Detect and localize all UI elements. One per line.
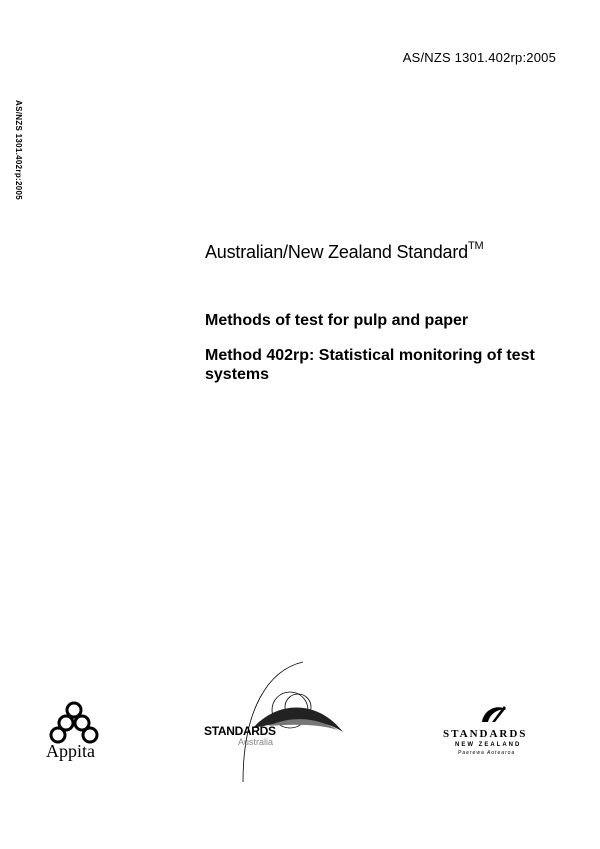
series-title: Methods of test for pulp and paper <box>205 312 469 329</box>
document-code-header: AS/NZS 1301.402rp:2005 <box>402 50 556 65</box>
standards-nz-word: STANDARDS <box>443 728 528 740</box>
appita-wordmark: Appita <box>46 741 95 761</box>
standards-australia-sub: Australia <box>238 737 274 747</box>
standard-type <box>205 242 483 263</box>
standards-australia-emblem-icon <box>198 660 348 785</box>
standards-australia-logo <box>198 660 348 785</box>
standards-australia-word: STANDARDS <box>204 724 276 738</box>
document-code-sidebar: AS/NZS 1301.402rp:2005 <box>14 100 23 200</box>
standards-nz-maori: Paerewa Aotearoa <box>458 750 516 756</box>
standards-nz-sub: NEW ZEALAND <box>455 742 522 748</box>
method-title: Method 402rp: Statistical monitoring of test systems <box>205 347 535 383</box>
trademark-symbol: TM <box>467 240 484 252</box>
standards-nz-logo <box>440 700 550 760</box>
standards-nz-emblem-icon <box>440 700 550 730</box>
standard-type-text: Australian/New Zealand Standard <box>205 242 468 262</box>
